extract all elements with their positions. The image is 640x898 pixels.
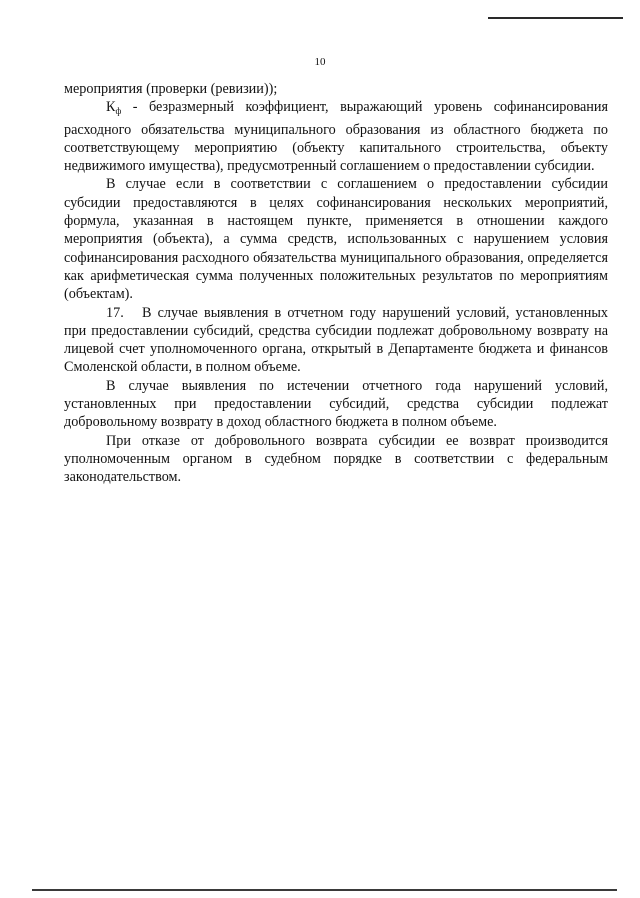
paragraph-after-year-violation: В случае выявления по истечении отчетного года нарушений условий, установленных при предоставлении субсидий, средства субсидии подлежат добровольному возврату в доход областного бюджета в полном объеме. xyxy=(64,377,608,431)
paragraph-multiple-activities: В случае если в соответствии с соглашением о предоставлении субсидии субсидии предоставляются в целях софинансирования нескольких мероприятий, формула, указанная в настоящем пункте, применяется в отношении каждого мероприятия (объекта), а сумма средств, использованных с нарушением условия софинансирования расходного обязательства муниципального образования, определяется как арифметическая сумма полученных положительных результатов по мероприятиям (объектам). xyxy=(64,176,608,303)
paragraph-refusal-return: При отказе от добровольного возврата субсидии ее возврат производится уполномоченным органом в судебном порядке в соответствии с федеральным законодательством. xyxy=(64,432,608,486)
item-number: 17. xyxy=(106,304,124,321)
item-17-text: В случае выявления в отчетном году нарушений условий, установленных при предоставлении субсидий, средства субсидии подлежат добровольному возврату на лицевой счет уполномоченного органа, открытый в Департаменте бюджета и финансов Смоленской области, в полном объеме. xyxy=(64,304,608,376)
paragraph-item-17 xyxy=(64,304,608,377)
paragraph-continuation: мероприятия (проверки (ревизии)); xyxy=(64,81,278,97)
coefficient-definition-text: - безразмерный коэффициент, выражающий уровень софинансирования расходного обязательства муниципального образования из областного бюджета по соответствующему мероприятию (объекту капитального строительства, объекту недвижимого имущества), предусмотренный соглашением о предоставлении субсидии. xyxy=(64,99,608,175)
coefficient-symbol: $К_ф$ xyxy=(106,99,122,117)
document-body xyxy=(64,80,608,487)
scan-edge-line-top xyxy=(488,17,623,19)
page-number: 10 xyxy=(314,56,326,68)
paragraph-coefficient-definition xyxy=(64,98,608,175)
scan-edge-line-bottom xyxy=(32,889,617,891)
